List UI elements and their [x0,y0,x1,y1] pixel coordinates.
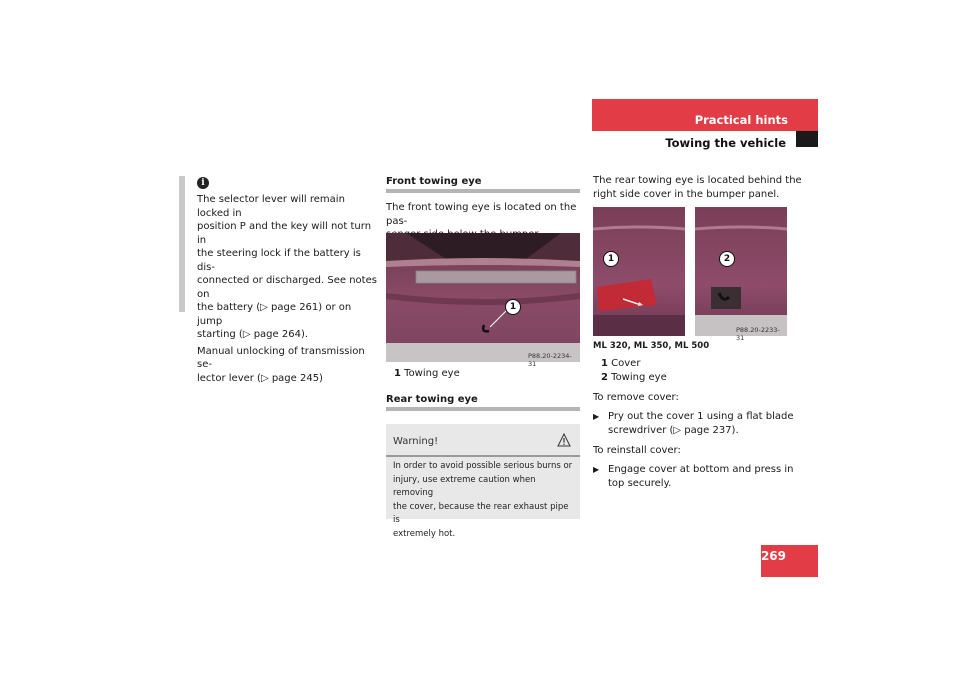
header-marker [796,131,818,147]
rear-legend [601,357,667,384]
info-line: starting (▷ page 264). [197,329,309,340]
warning-separator [386,455,580,457]
heading-rule [386,407,580,411]
legend-text: Towing eye [611,371,667,383]
rear-towing-heading: Rear towing eye [386,394,478,405]
remove-step [593,410,803,440]
step-line: Pry out the cover 1 using a flat blade [608,411,794,422]
text-line: The front towing eye is located on the pas- [386,202,577,227]
callout-2: 2 [719,251,735,267]
legend-text: Cover [611,358,641,369]
front-bumper-photo [386,233,580,362]
info-line: connected or discharged. See notes on [197,275,377,300]
info-icon: i [197,177,209,189]
text-line: The rear towing eye is located behind the [593,175,802,186]
image-code: P88.20-2233-31 [736,326,780,342]
front-bumper-image [386,233,580,368]
callout-1: 1 [505,299,521,315]
warning-text [393,460,577,541]
remove-label: To remove cover: [593,392,679,403]
bullet-arrow-icon: ▶ [593,465,600,474]
heading-rule [386,189,580,193]
page-number: 269 [760,549,786,563]
info-note-bar [179,176,185,312]
reinstall-label: To reinstall cover: [593,445,681,456]
info-line: position P and the key will not turn in [197,221,372,246]
legend-number: 1 [601,358,608,369]
step-text [608,410,794,437]
info-line: Manual unlocking of transmission se- [197,345,365,370]
rear-bumper-photo [593,207,787,336]
step-line: Engage cover at bottom and press in [608,464,794,475]
front-towing-heading: Front towing eye [386,176,482,187]
warning-line: injury, use extreme caution when removing [393,474,536,498]
front-legend [394,367,460,381]
subsection-title: Towing the vehicle [665,136,786,150]
text-line: right side cover in the bumper panel. [593,188,780,200]
legend-text: Towing eye [404,368,460,379]
section-title: Practical hints [694,113,788,127]
step-line: screwdriver (▷ page 237). [608,424,739,436]
info-line: the battery (▷ page 261) or on jump [197,302,352,327]
info-line: lector lever (▷ page 245) [197,372,323,384]
callout-1: 1 [603,251,619,267]
warning-line: In order to avoid possible serious burns or [393,461,573,471]
warning-line: extremely hot. [393,528,456,539]
legend-number: 1 [394,368,401,379]
warning-triangle-icon [557,432,571,451]
warning-line: the cover, because the rear exhaust pipe is [393,501,569,525]
image-code: P88.20-2234-31 [528,352,572,368]
legend-number: 2 [601,371,608,383]
rear-intro-text [593,174,803,201]
step-line: top securely. [608,477,672,489]
model-caption: ML 320, ML 350, ML 500 [593,341,710,351]
bullet-arrow-icon: ▶ [593,412,600,421]
step-text [608,463,793,490]
warning-title: Warning! [393,436,439,447]
reinstall-step [593,463,803,493]
info-note-text [197,193,377,388]
rear-bumper-image [593,207,787,342]
info-line: The selector lever will remain locked in [197,194,345,219]
info-line: the steering lock if the battery is dis- [197,248,361,273]
